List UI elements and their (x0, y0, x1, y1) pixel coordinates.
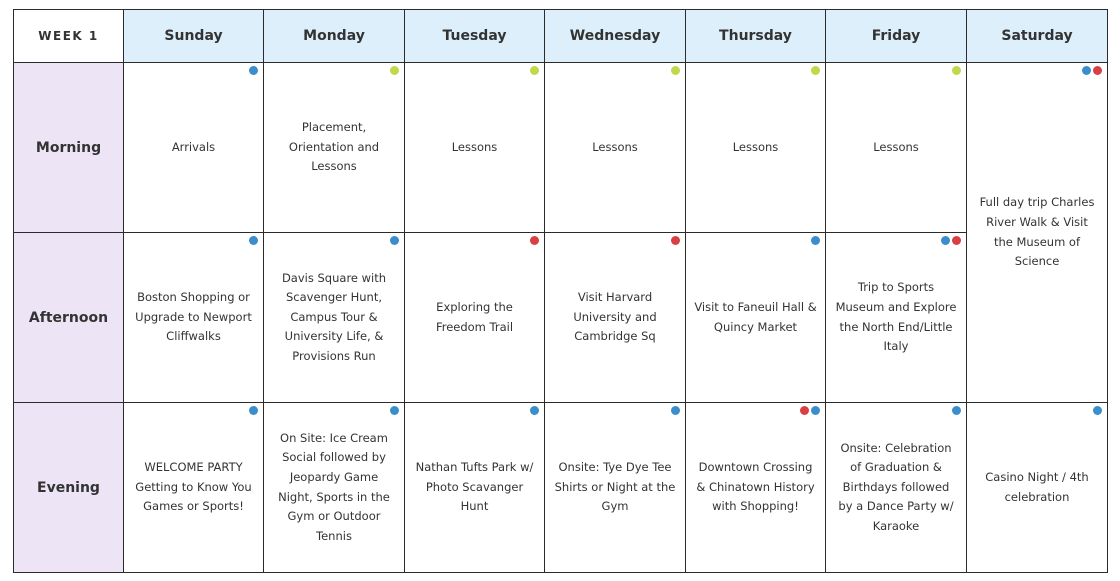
header-row (14, 10, 1108, 63)
category-dots (530, 406, 539, 415)
blue-dot-icon (530, 406, 539, 415)
category-dots (1082, 66, 1102, 75)
category-dots (249, 236, 258, 245)
category-dots (530, 66, 539, 75)
activity-text: Placement, Orientation and Lessons (288, 120, 380, 174)
category-dots (1093, 406, 1102, 415)
schedule-cell (264, 233, 405, 403)
schedule-cell (545, 233, 686, 403)
category-dots (530, 236, 539, 245)
schedule-cell (686, 233, 826, 403)
activity-text: Lessons (592, 139, 638, 154)
row-afternoon (14, 233, 1108, 403)
green-dot-icon (390, 66, 399, 75)
red-dot-icon (530, 236, 539, 245)
activity-text: Trip to Sports Museum and Explore the North End/Little Italy (835, 280, 957, 354)
activity-text: Visit Harvard University and Cambridge Sq (573, 290, 657, 344)
blue-dot-icon (249, 406, 258, 415)
activity-text: Exploring the Freedom Trail (435, 299, 514, 334)
period-label-evening: Evening (14, 403, 124, 573)
week-label: WEEK 1 (14, 10, 124, 63)
red-dot-icon (952, 236, 961, 245)
schedule-cell-saturday-fullday (967, 63, 1108, 403)
green-dot-icon (952, 66, 961, 75)
day-header-monday: Monday (264, 10, 405, 63)
green-dot-icon (811, 66, 820, 75)
category-dots (800, 406, 820, 415)
blue-dot-icon (952, 406, 961, 415)
schedule-cell (405, 233, 545, 403)
schedule-cell (124, 403, 264, 573)
red-dot-icon (1093, 66, 1102, 75)
category-dots (671, 66, 680, 75)
activity-text: Onsite: Celebration of Graduation & Birthdays followed by a Dance Party w/ Karaoke (838, 440, 954, 533)
schedule-cell (264, 63, 405, 233)
activity-text: Boston Shopping or Upgrade to Newport Cliffwalks (135, 290, 252, 344)
blue-dot-icon (390, 236, 399, 245)
category-dots (671, 406, 680, 415)
row-morning (14, 63, 1108, 233)
activity-text: Full day trip Charles River Walk & Visit the Museum of Science (979, 195, 1095, 269)
green-dot-icon (530, 66, 539, 75)
category-dots (811, 236, 820, 245)
blue-dot-icon (249, 66, 258, 75)
schedule-cell (405, 403, 545, 573)
row-evening (14, 403, 1108, 573)
activity-text: Lessons (451, 139, 498, 154)
category-dots (390, 406, 399, 415)
category-dots (952, 66, 961, 75)
schedule-cell (545, 63, 686, 233)
red-dot-icon (671, 236, 680, 245)
schedule-cell (264, 403, 405, 573)
schedule-cell (124, 233, 264, 403)
blue-dot-icon (811, 236, 820, 245)
activity-text: Arrivals (171, 139, 216, 154)
activity-text: Visit to Faneuil Hall & Quincy Market (694, 299, 817, 334)
red-dot-icon (800, 406, 809, 415)
activity-text: Lessons (873, 139, 919, 154)
category-dots (952, 406, 961, 415)
activity-text: Davis Square with Scavenger Hunt, Campus Tour & University Life, & Provisions Run (281, 270, 387, 363)
green-dot-icon (671, 66, 680, 75)
category-dots (249, 66, 258, 75)
activity-text: WELCOME PARTY Getting to Know You Games or Sports! (135, 460, 252, 514)
period-label-afternoon: Afternoon (14, 233, 124, 403)
category-dots (390, 236, 399, 245)
activity-text: Onsite: Tye Dye Tee Shirts or Night at the Gym (554, 460, 676, 514)
schedule-cell (826, 63, 967, 233)
schedule-cell (124, 63, 264, 233)
period-label-morning: Morning (14, 63, 124, 233)
blue-dot-icon (811, 406, 820, 415)
activity-text: Downtown Crossing & Chinatown History with Shopping! (696, 460, 815, 514)
category-dots (941, 236, 961, 245)
category-dots (811, 66, 820, 75)
schedule-cell (826, 403, 967, 573)
blue-dot-icon (390, 406, 399, 415)
activity-text: Casino Night / 4th celebration (985, 469, 1089, 504)
schedule-cell (405, 63, 545, 233)
schedule-cell (826, 233, 967, 403)
day-header-tuesday: Tuesday (405, 10, 545, 63)
activity-text: On Site: Ice Cream Social followed by Jeopardy Game Night, Sports in the Gym or Outdoor Tennis (278, 430, 390, 543)
schedule-cell (686, 403, 826, 573)
schedule-cell (967, 403, 1108, 573)
day-header-saturday: Saturday (967, 10, 1108, 63)
blue-dot-icon (671, 406, 680, 415)
blue-dot-icon (941, 236, 950, 245)
blue-dot-icon (1093, 406, 1102, 415)
day-header-thursday: Thursday (686, 10, 826, 63)
blue-dot-icon (249, 236, 258, 245)
weekly-schedule-table (13, 9, 1108, 573)
schedule-cell (545, 403, 686, 573)
day-header-wednesday: Wednesday (545, 10, 686, 63)
day-header-sunday: Sunday (124, 10, 264, 63)
blue-dot-icon (1082, 66, 1091, 75)
category-dots (671, 236, 680, 245)
activity-text: Nathan Tufts Park w/ Photo Scavanger Hunt (415, 460, 534, 514)
day-header-friday: Friday (826, 10, 967, 63)
category-dots (390, 66, 399, 75)
activity-text: Lessons (732, 139, 779, 154)
category-dots (249, 406, 258, 415)
schedule-cell (686, 63, 826, 233)
